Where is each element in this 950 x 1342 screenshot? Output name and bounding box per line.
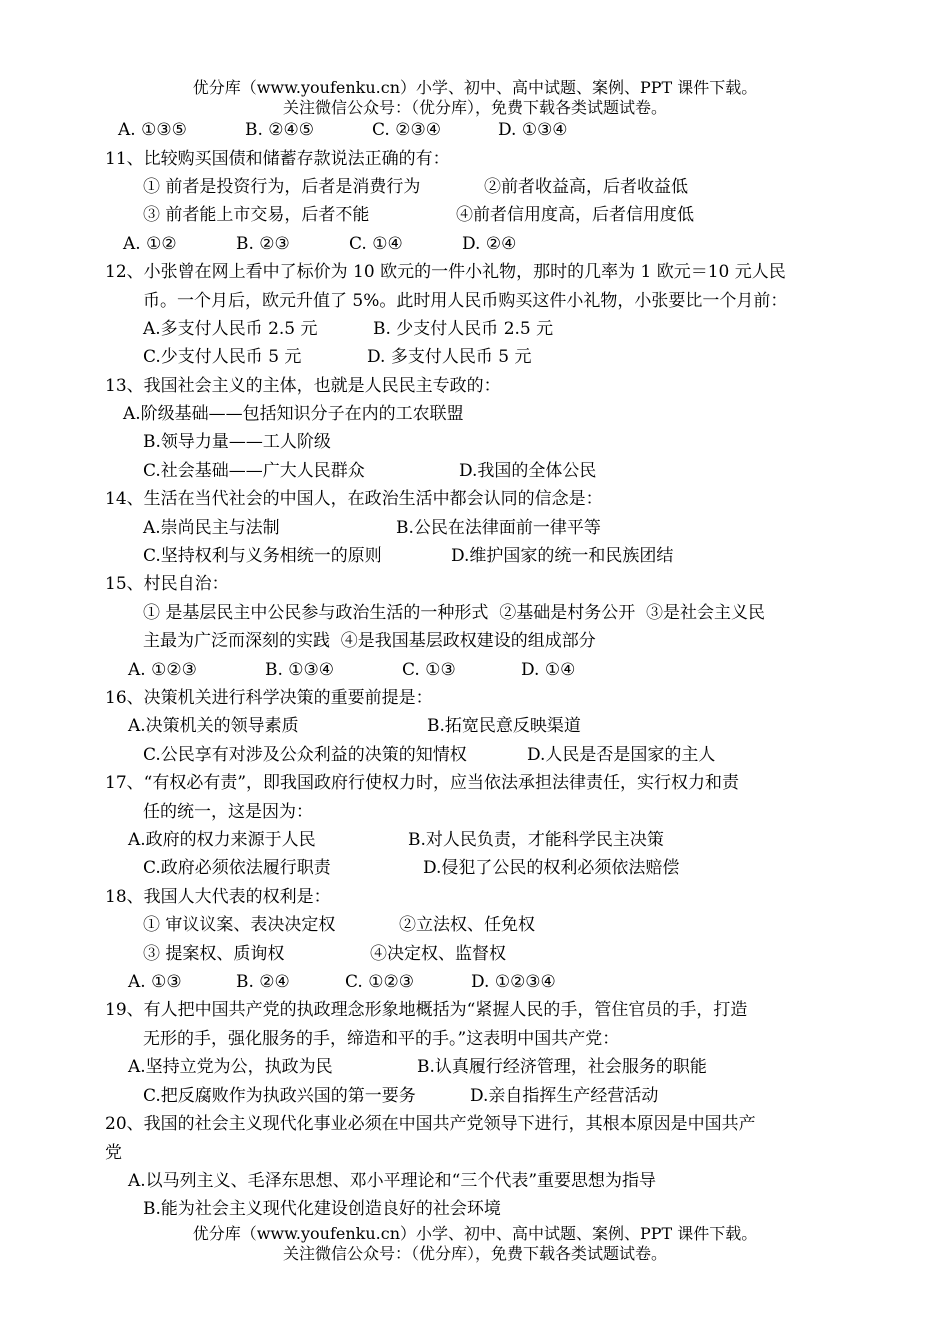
q11-option-c: C. ①④ [349, 234, 403, 254]
q14-option-b: B.公民在法律面前一律平等 [396, 518, 601, 538]
q15-option-a: A. ①②③ [128, 660, 197, 680]
q18-stem: 18、我国人大代表的权利是： [105, 887, 331, 907]
q18-statement-2: ②立法权、任免权 [399, 915, 535, 935]
q15-stem: 15、村民自治： [105, 574, 229, 594]
q15-statements-line-2: 主最为广泛而深刻的实践 ④是我国基层政权建设的组成部分 [143, 631, 596, 651]
q12-stem-line-1: 12、小张曾在网上看中了标价为 10 欧元的一件小礼物，那时的几率为 1 欧元＝10 元人民 [105, 262, 786, 282]
q20-option-b: B.能为社会主义现代化建设创造良好的社会环境 [143, 1199, 501, 1219]
q15-statements-line-1: ① 是基层民主中公民参与政治生活的一种形式 ②基础是村务公开 ③是社会主义民 [143, 603, 766, 623]
q13-stem: 13、我国社会主义的主体，也就是人民民主专政的： [105, 376, 501, 396]
q17-option-c: C.政府必须依法履行职责 [143, 858, 331, 878]
q13-option-d: D.我国的全体公民 [459, 461, 597, 481]
q12-option-d: D. 多支付人民币 5 元 [367, 347, 532, 367]
q16-option-c: C.公民享有对涉及公众利益的决策的知情权 [143, 745, 467, 765]
q13-option-c: C.社会基础——广大人民群众 [143, 461, 365, 481]
q16-option-a: A.决策机关的领导素质 [128, 716, 299, 736]
q15-option-b: B. ①③④ [265, 660, 335, 680]
q14-option-d: D.维护国家的统一和民族团结 [451, 546, 674, 566]
q19-option-d: D.亲自指挥生产经营活动 [470, 1086, 659, 1106]
q10-option-d: D. ①③④ [498, 120, 568, 140]
q14-option-a: A.崇尚民主与法制 [143, 518, 280, 538]
q19-option-c: C.把反腐败作为执政兴国的第一要务 [143, 1086, 416, 1106]
q16-option-d: D.人民是否是国家的主人 [527, 745, 716, 765]
q11-statement-1: ① 前者是投资行为，后者是消费行为 [143, 177, 421, 197]
q20-stem-line-2: 党 [105, 1143, 122, 1163]
q20-option-a: A.以马列主义、毛泽东思想、邓小平理论和“三个代表”重要思想为指导 [128, 1171, 657, 1191]
q18-statement-1: ① 审议议案、表决决定权 [143, 915, 336, 935]
q12-option-b: B. 少支付人民币 2.5 元 [373, 319, 554, 339]
q11-option-d: D. ②④ [462, 234, 517, 254]
header-line-1: 优分库（www.youfenku.cn）小学、初中、高中试题、案例、PPT 课件下载。 [192, 78, 758, 97]
q12-option-a: A.多支付人民币 2.5 元 [143, 319, 318, 339]
q12-stem-line-2: 币。一个月后，欧元升值了 5%。此时用人民币购买这件小礼物，小张要比一个月前： [143, 291, 788, 311]
q16-option-b: B.拓宽民意反映渠道 [427, 716, 581, 736]
q18-statement-3: ③ 提案权、质询权 [143, 944, 285, 964]
q13-option-a: A.阶级基础——包括知识分子在内的工农联盟 [123, 404, 464, 424]
q17-option-b: B.对人民负责，才能科学民主决策 [408, 830, 664, 850]
q12-option-c: C.少支付人民币 5 元 [143, 347, 302, 367]
q16-stem: 16、决策机关进行科学决策的重要前提是： [105, 688, 433, 708]
header-line-2: 关注微信公众号：（优分库），免费下载各类试题试卷。 [282, 98, 667, 117]
footer-line-2: 关注微信公众号：（优分库），免费下载各类试题试卷。 [282, 1244, 667, 1263]
q18-statement-4: ④决定权、监督权 [370, 944, 506, 964]
q15-option-c: C. ①③ [402, 660, 456, 680]
q17-option-d: D.侵犯了公民的权利必须依法赔偿 [423, 858, 680, 878]
q17-option-a: A.政府的权力来源于人民 [128, 830, 316, 850]
q18-option-d: D. ①②③④ [471, 972, 556, 992]
q18-option-c: C. ①②③ [345, 972, 414, 992]
q11-statement-2: ②前者收益高，后者收益低 [484, 177, 688, 197]
q19-option-a: A.坚持立党为公，执政为民 [128, 1057, 333, 1077]
q14-option-c: C.坚持权利与义务相统一的原则 [143, 546, 382, 566]
q13-option-b: B.领导力量——工人阶级 [143, 432, 331, 452]
q19-option-b: B.认真履行经济管理，社会服务的职能 [417, 1057, 707, 1077]
q15-option-d: D. ①④ [521, 660, 576, 680]
q18-option-a: A. ①③ [128, 972, 182, 992]
q10-option-a: A. ①③⑤ [118, 120, 187, 140]
q20-stem-line-1: 20、我国的社会主义现代化事业必须在中国共产党领导下进行，其根本原因是中国共产 [105, 1114, 756, 1134]
q11-stem: 11、比较购买国债和储蓄存款说法正确的有： [105, 149, 450, 169]
q11-statement-3: ③ 前者能上市交易，后者不能 [143, 205, 370, 225]
q11-option-a: A. ①② [123, 234, 177, 254]
q17-stem-line-1: 17、“有权必有责”，即我国政府行使权力时，应当依法承担法律责任，实行权力和责 [105, 773, 740, 793]
q11-option-b: B. ②③ [236, 234, 290, 254]
q18-option-b: B. ②④ [236, 972, 290, 992]
q19-stem-line-1: 19、有人把中国共产党的执政理念形象地概括为“紧握人民的手，管住官员的手，打造 [105, 1000, 748, 1020]
footer-line-1: 优分库（www.youfenku.cn）小学、初中、高中试题、案例、PPT 课件下载。 [192, 1224, 758, 1243]
q11-statement-4: ④前者信用度高，后者信用度低 [456, 205, 694, 225]
q10-option-c: C. ②③④ [372, 120, 441, 140]
q10-option-b: B. ②④⑤ [245, 120, 315, 140]
q17-stem-line-2: 任的统一，这是因为： [143, 802, 313, 822]
q19-stem-line-2: 无形的手，强化服务的手，缔造和平的手。”这表明中国共产党： [143, 1029, 620, 1049]
q14-stem: 14、生活在当代社会的中国人，在政治生活中都会认同的信念是： [105, 489, 603, 509]
